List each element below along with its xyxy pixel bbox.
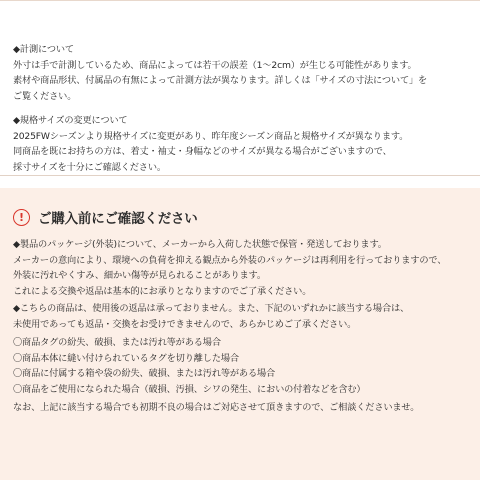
return-text-2: 未使用であっても返品・交換をお受けできませんので、あらかじめご了承ください。 (13, 318, 357, 330)
return-section (13, 301, 472, 332)
condition-item: 〇商品本体に縫い付けられているタグを切り離した場合 (13, 352, 239, 364)
notice-heading: ご購入前にご確認ください (38, 211, 198, 227)
condition-item: 〇商品に付属する箱や袋の紛失、破損、または汚れ等がある場合 (13, 368, 276, 380)
size-change-text-1: 2025FWシーズンより規格サイズに変更があり、昨年度シーズン商品と規格サイズが異なります。 (13, 130, 409, 142)
return-text-1: ◆こちらの商品は、使用後の返品は承っておりません。また、下記のいずれかに該当する場合は、 (13, 303, 410, 314)
size-change-section (13, 113, 472, 175)
closing-text: なお、上記に該当する場合でも初期不良の場合はご対応させて頂きますので、ご相談くださいませ。 (13, 402, 420, 413)
measurement-heading: ◆計測について (13, 44, 74, 55)
measurement-section (13, 42, 472, 104)
condition-item: 〇商品をご使用になられた場合（破損、汚損、シワの発生、においの付着などを含む） (13, 383, 366, 395)
size-change-heading: ◆規格サイズの変更について (13, 115, 128, 126)
measurement-text-1: 外寸は手で計測しているため、商品によっては若干の誤差（1～2cm）が生じる可能性があります。 (13, 59, 417, 71)
measurement-text-3: ご覧ください。 (13, 90, 77, 102)
notice-heading-row (13, 207, 198, 227)
size-change-text-2: 同商品を既にお持ちの方は、着丈・袖丈・身幅などのサイズが異なる場合がございますので、 (13, 146, 392, 158)
closing-section (13, 400, 472, 416)
purchase-notice-panel (0, 188, 480, 480)
package-text-4: これによる交換や返品は基本的にお承りとなりますのでご了承ください。 (13, 285, 312, 297)
size-change-text-3: 採寸サイズを十分にご確認ください。 (13, 161, 166, 173)
exclamation-circle-icon: ! (13, 209, 30, 226)
package-text-3: 外装に汚れやくすみ、細かい傷等が見られることがあります。 (13, 270, 266, 282)
condition-item: 〇商品タグの紛失、破損、または汚れ等がある場合 (13, 337, 221, 348)
package-section (13, 237, 472, 299)
measurement-text-2: 素材や商品形状、付属品の有無によって計測方法が異なります。詳しくは「サイズの寸法について」を (13, 75, 428, 87)
package-text-1: ◆製品のパッケージ(外装)について、メーカーから入荷した状態で保管・発送しております。 (13, 239, 387, 250)
conditions-list (13, 335, 472, 397)
package-text-2: メーカーの意向により、環境への負荷を抑える観点から外装のパッケージは再利用を行っておりますので、 (13, 254, 447, 266)
